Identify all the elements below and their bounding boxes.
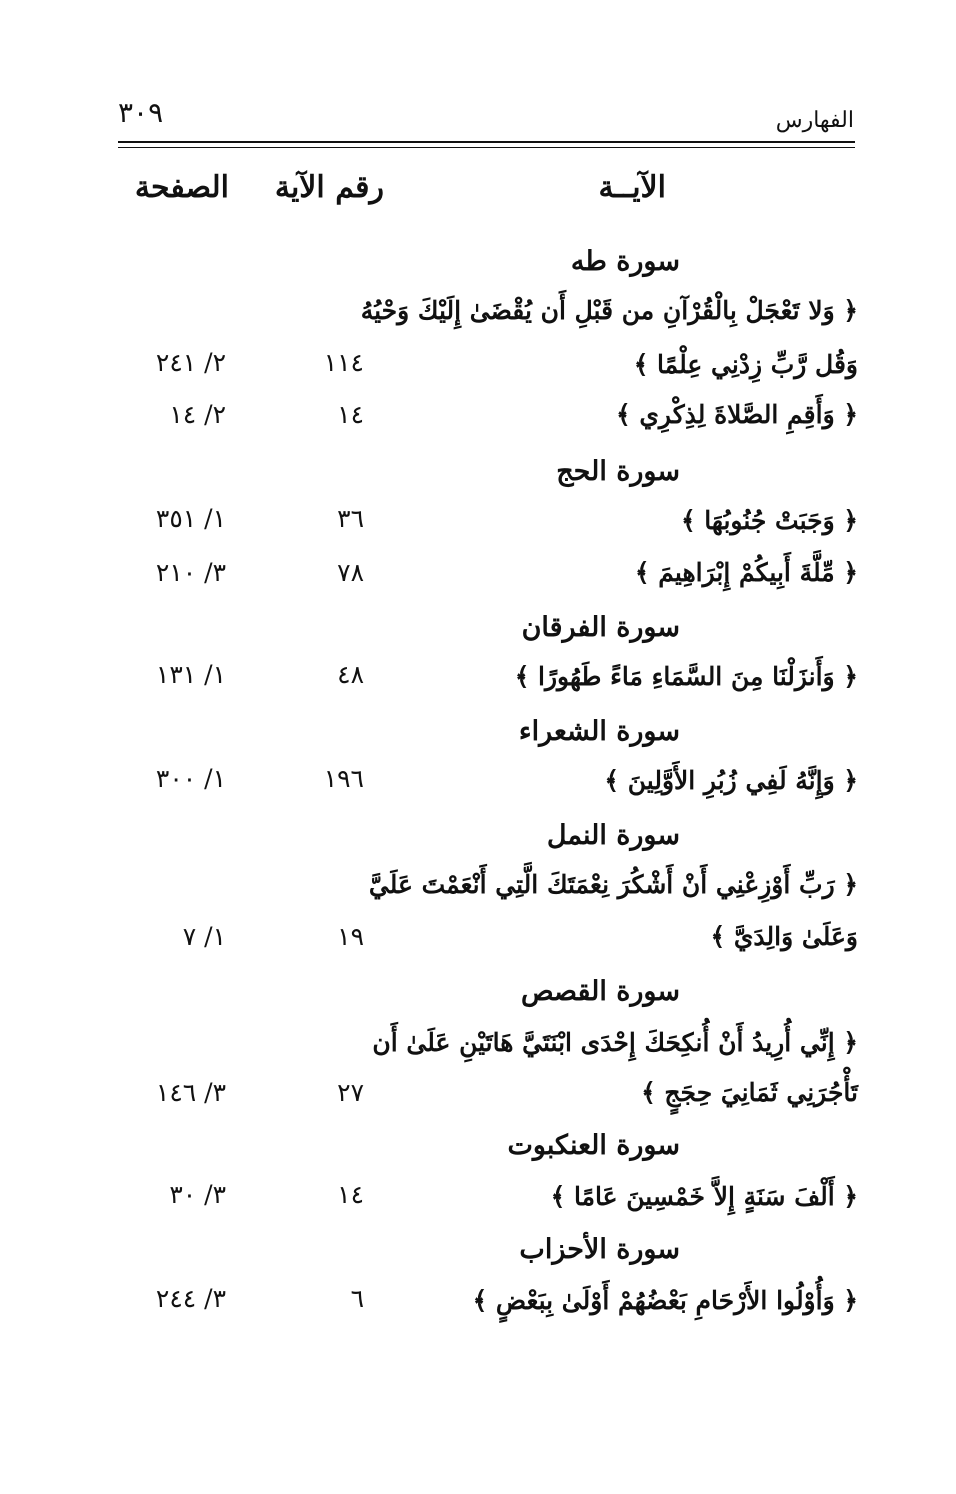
page-reference: ٣/ ١٤٦ — [155, 1078, 226, 1107]
ayah-number: ٤٨ — [337, 660, 364, 689]
verse-text: ﴿ وَلا تَعْجَلْ بِالْقُرْآنِ من قَبْلِ أَن يُقْضَىٰ إِلَيْكَ وَحْيُهُ — [360, 296, 858, 325]
ayah-number: ١٩ — [337, 922, 364, 951]
verse-text: ﴿ وَجَبَتْ جُنُوبُهَا ﴾ — [680, 506, 858, 535]
surah-heading: سورة القصص — [520, 976, 680, 1007]
ayah-number: ٢٧ — [337, 1078, 364, 1107]
page-reference: ١/ ١٣١ — [155, 660, 226, 689]
column-header-page: الصفحة — [134, 170, 229, 205]
verse-text: وَعَلَىٰ وَالِدَيَّ ﴾ — [710, 922, 858, 951]
running-title: الفهارس — [775, 108, 854, 133]
verse-text: ﴿ مِّلَّةَ أَبِيكُمْ إِبْرَاهِيمَ ﴾ — [634, 558, 858, 587]
verse-text: ﴿ وَأَقِمِ الصَّلاةَ لِذِكْرِي ﴾ — [616, 400, 858, 429]
page-reference: ١/ ٣٠٠ — [155, 764, 226, 793]
surah-heading: سورة طه — [570, 246, 680, 277]
surah-heading: سورة الحج — [556, 456, 680, 487]
surah-heading: سورة النمل — [546, 820, 680, 851]
page-reference: ١/ ٧ — [182, 922, 226, 951]
ayah-number: ٧٨ — [337, 558, 364, 587]
page-reference: ٣/ ٣٠ — [169, 1180, 226, 1209]
ayah-number: ١٤ — [337, 400, 364, 429]
ayah-number: ٦ — [350, 1284, 364, 1313]
ayah-number: ١٤ — [337, 1180, 364, 1209]
page-reference: ٢/ ٢٤١ — [155, 348, 226, 377]
surah-heading: سورة الأحزاب — [519, 1234, 680, 1265]
column-header-ayah-number: رقم الآية — [274, 170, 384, 205]
header-rule-thick — [118, 141, 855, 143]
verse-text: ﴿ أَلْفَ سَنَةٍ إِلاَّ خَمْسِينَ عَامًا ﴾ — [550, 1182, 858, 1211]
page-reference: ١/ ٣٥١ — [155, 504, 226, 533]
header-rule-thin — [118, 147, 855, 148]
page-reference: ٣/ ٢٤٤ — [155, 1284, 226, 1313]
surah-heading: سورة الشعراء — [518, 716, 680, 747]
surah-heading: سورة العنكبوت — [507, 1130, 680, 1161]
verse-text: ﴿ وَأُوْلُوا الأَرْحَامِ بَعْضُهُمْ أَوْلَىٰ بِبَعْضٍ ﴾ — [472, 1286, 858, 1315]
verse-text: ﴿ وَإِنَّهُ لَفِي زُبُرِ الأَوَّلِينَ ﴾ — [604, 766, 858, 795]
page-reference: ٣/ ٢١٠ — [155, 558, 226, 587]
verse-text: ﴿ إِنِّي أُرِيدُ أَنْ أُنكِحَكَ إِحْدَى ابْنَتَيَّ هَاتَيْنِ عَلَىٰ أَن — [372, 1028, 858, 1057]
page-reference: ٢/ ١٤ — [169, 400, 226, 429]
verse-text: وَقُل رَّبِّ زِدْنِي عِلْمًا ﴾ — [633, 350, 858, 379]
verse-text: ﴿ رَبِّ أَوْزِعْنِي أَنْ أَشْكُرَ نِعْمَتَكَ الَّتِي أَنْعَمْتَ عَلَيَّ — [368, 870, 858, 899]
verse-text: ﴿ وَأَنزَلْنَا مِنَ السَّمَاءِ مَاءً طَهُورًا ﴾ — [514, 662, 858, 691]
ayah-number: ٣٦ — [337, 504, 364, 533]
ayah-number: ١٩٦ — [323, 764, 364, 793]
verse-text: تَأْجُرَنِي ثَمَانِيَ حِجَجٍ ﴾ — [641, 1078, 858, 1107]
surah-heading: سورة الفرقان — [521, 612, 680, 643]
ayah-number: ١١٤ — [323, 348, 364, 377]
column-header-ayah: الآيــة — [598, 170, 666, 205]
page-number: ٣٠٩ — [118, 96, 164, 129]
